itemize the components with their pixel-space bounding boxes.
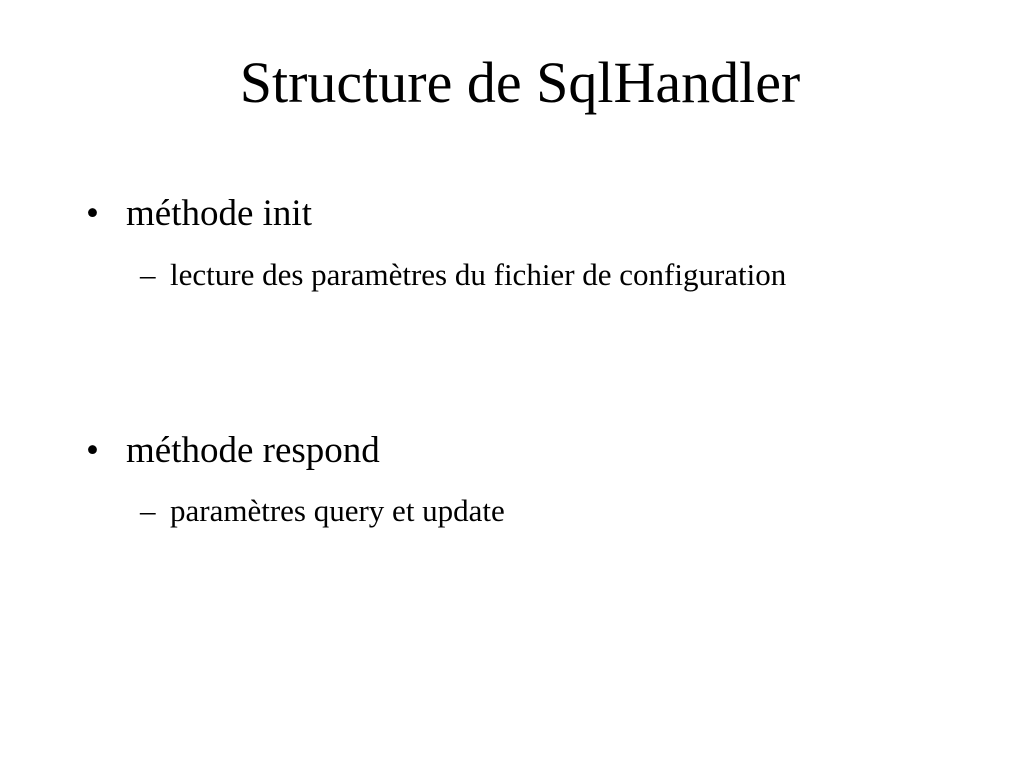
bullet-marker: • xyxy=(86,430,99,471)
bullet-text: méthode respond xyxy=(126,430,380,471)
bullet-item xyxy=(86,429,786,473)
sub-bullet-item xyxy=(140,256,800,336)
bullet-text: méthode init xyxy=(126,193,312,234)
bullet-marker: • xyxy=(86,193,99,234)
sub-bullet-marker: – xyxy=(140,257,156,292)
sub-bullet-text: lecture des paramètres du fichier de configuration xyxy=(170,257,787,292)
slide-title: Structure de SqlHandler xyxy=(239,50,801,115)
sub-bullet-marker: – xyxy=(140,493,156,528)
sub-bullet-text: paramètres query et update xyxy=(170,493,505,528)
sub-bullet-item xyxy=(140,492,800,532)
bullet-item xyxy=(86,192,786,236)
